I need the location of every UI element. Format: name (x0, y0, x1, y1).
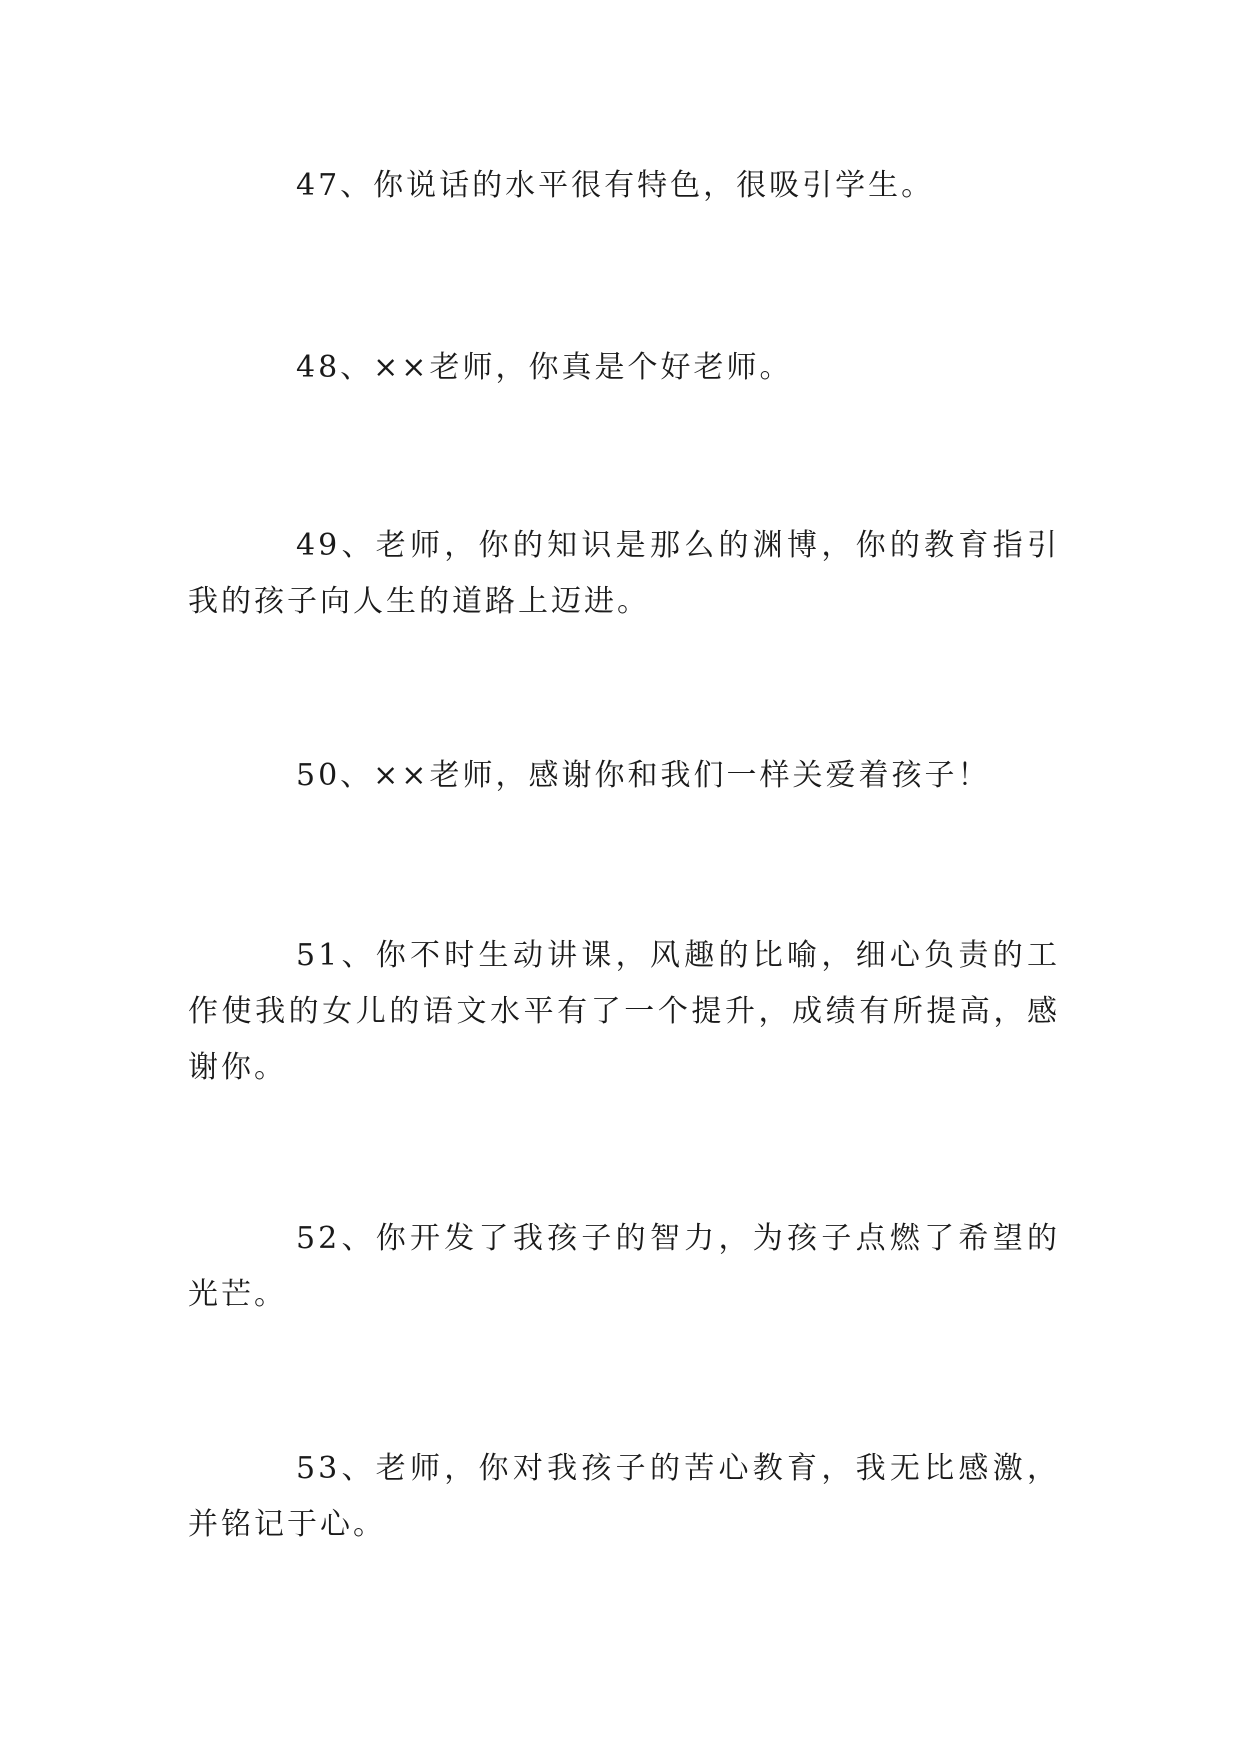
paragraph-47: 47、你说话的水平很有特色，很吸引学生。 (296, 168, 935, 203)
paragraph-48: 48、××老师，你真是个好老师。 (296, 350, 793, 385)
paragraph-51: 51、你不时生动讲课，风趣的比喻，细心负责的工作使我的女儿的语文水平有了一个提升，成绩有所提高，感谢你。 (188, 938, 1060, 1085)
paragraph-53: 53、老师，你对我孩子的苦心教育，我无比感激，并铭记于心。 (188, 1451, 1060, 1542)
paragraph-49: 49、老师，你的知识是那么的渊博，你的教育指引我的孩子向人生的道路上迈进。 (188, 528, 1060, 619)
paragraph-50: 50、××老师，感谢你和我们一样关爱着孩子！ (296, 758, 991, 793)
paragraph-52: 52、你开发了我孩子的智力，为孩子点燃了希望的光芒。 (188, 1221, 1060, 1312)
